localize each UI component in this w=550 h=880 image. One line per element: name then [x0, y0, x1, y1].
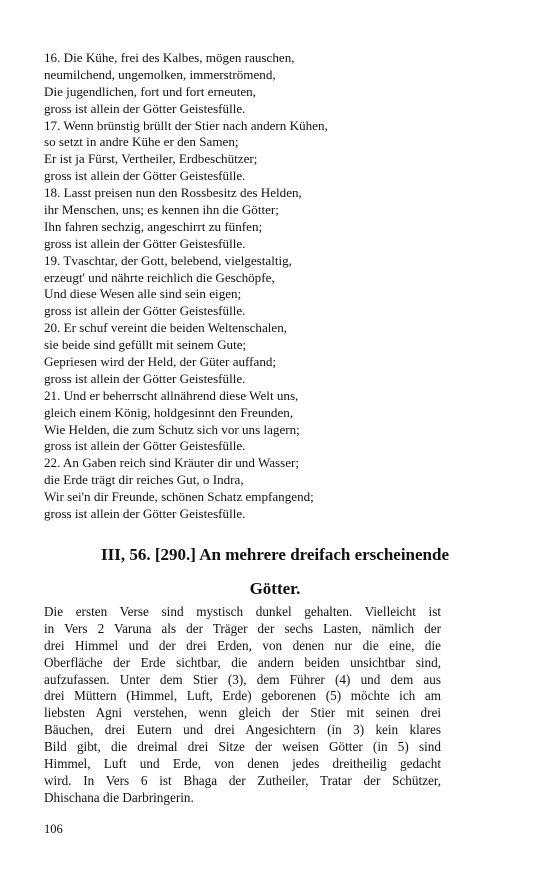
verse-line: 19. Tvaschtar, der Gott, belebend, vielgestaltig,	[44, 252, 292, 268]
commentary-line: Die ersten Verse sind mystisch dunkel gehalten. Vielleicht ist	[44, 604, 441, 619]
verse-line: 16. Die Kühe, frei des Kalbes, mögen rauschen,	[44, 50, 295, 65]
verse-line: 17. Wenn brünstig brüllt der Stier nach andern Kühen,	[44, 117, 328, 133]
verse-line: gross ist allein der Götter Geistesfülle.	[44, 100, 246, 116]
verse-line: 18. Lasst preisen nun den Rossbesitz des Helden,	[44, 185, 302, 201]
verse-line: Wir sei'n dir Freunde, schönen Schatz empfangend;	[44, 489, 314, 505]
verse-line: sie beide sind gefüllt mit seinem Gute;	[44, 337, 247, 353]
verse-line: 22. An Gaben reich sind Kräuter dir und Wasser;	[44, 455, 300, 471]
commentary-line: in Vers 2 Varuna als der Träger der sechs Lasten, nämlich der	[44, 620, 441, 636]
commentary-paragraph	[44, 604, 441, 807]
verse-line: Gepriesen wird der Held, der Güter auffand;	[44, 354, 277, 370]
section-heading: III, 56. [290.] An mehrere dreifach erscheinende	[101, 545, 449, 564]
section-heading-continuation: Götter.	[249, 579, 301, 598]
verse-line: Wie Helden, die zum Schutz sich vor uns lagern;	[44, 421, 300, 437]
verse-line: gross ist allein der Götter Geistesfülle.	[44, 506, 246, 522]
verse-line: Die jugendlichen, fort und fort erneuten,	[44, 83, 256, 99]
commentary-line: Bild gibt, die dreimal drei Sitze der weisen Götter (in 5) sind	[44, 739, 441, 755]
verse-line: Und diese Wesen alle sind sein eigen;	[44, 286, 242, 302]
commentary-line: drei Müttern (Himmel, Luft, Erde) geborenen (5) möchte ich am	[44, 688, 441, 704]
verse-line: so setzt in andre Kühe er den Samen;	[44, 134, 239, 150]
commentary-line: Dhischana die Darbringerin.	[44, 789, 194, 805]
verse-line: 20. Er schuf vereint die beiden Weltenschalen,	[44, 320, 288, 336]
verse-line: 21. Und er beherrscht allnährend diese Welt uns,	[44, 387, 299, 403]
verse-line: gross ist allein der Götter Geistesfülle.	[44, 370, 246, 386]
page-number: 106	[44, 822, 63, 836]
commentary-line: Oberfläche der Erde sichtbar, die andern beiden unsichtbar sind,	[44, 654, 441, 670]
verse-line: gross ist allein der Götter Geistesfülle.	[44, 438, 246, 454]
verse-line: gross ist allein der Götter Geistesfülle.	[44, 235, 246, 251]
verse-line: die Erde trägt dir reiches Gut, o Indra,	[44, 472, 244, 488]
verse-line: gleich einem König, holdgesinnt den Freunden,	[44, 404, 294, 420]
verse-line: gross ist allein der Götter Geistesfülle.	[44, 303, 246, 319]
commentary-line: wird. In Vers 6 ist Bhaga der Zutheiler, Tratar der Schützer,	[44, 772, 441, 788]
verse-line: ihr Menschen, uns; es kennen ihn die Götter;	[44, 202, 279, 218]
verse-line: erzeugt' und nährte reichlich die Geschöpfe,	[44, 269, 275, 285]
commentary-line: aufzufassen. Unter dem Stier (3), dem Führer (4) und dem aus	[44, 671, 441, 687]
verse-line: neumilchend, ungemolken, immerströmend,	[44, 66, 276, 82]
commentary-line: Himmel, Luft und Erde, von denen jedes dreitheilig gedacht	[44, 756, 441, 772]
commentary-line: Bäuchen, drei Eutern und drei Angesichtern (in 3) kein klares	[44, 722, 441, 738]
commentary-line: drei Himmel und der drei Erden, von denen nur die eine, die	[44, 637, 441, 653]
verse-block	[44, 50, 464, 523]
verse-line: Er ist ja Fürst, Vertheiler, Erdbeschützer;	[44, 151, 258, 167]
commentary-line: liebsten Agni verstehen, wenn gleich der Stier mit seinen drei	[44, 705, 441, 721]
verse-line: gross ist allein der Götter Geistesfülle.	[44, 168, 246, 184]
verse-line: Ihn fahren sechzig, angeschirrt zu fünfen;	[44, 218, 263, 234]
